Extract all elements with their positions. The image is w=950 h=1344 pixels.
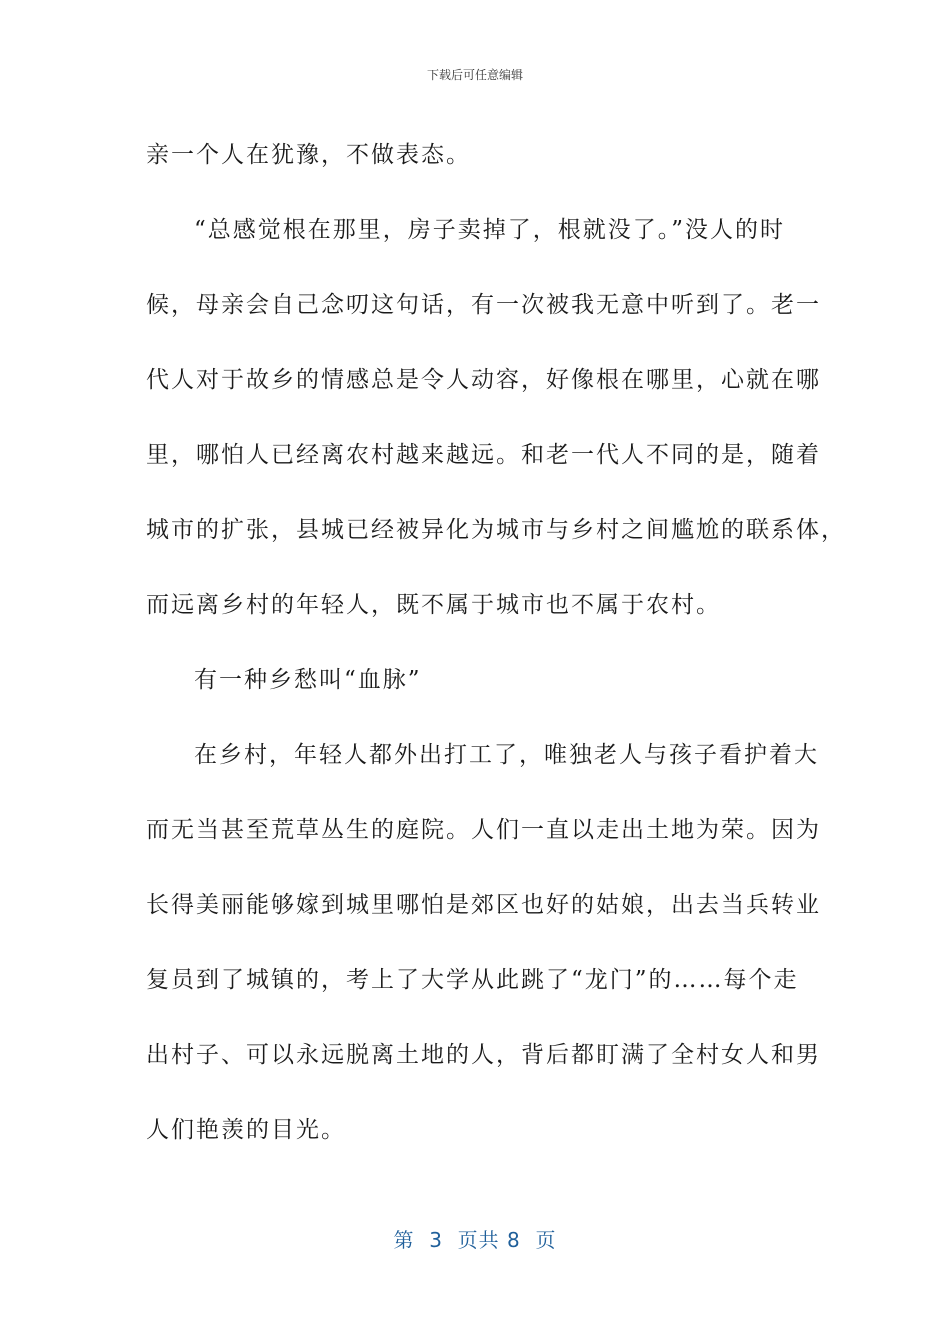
text-line: “总感觉根在那里，房子卖掉了，根就没了。”没人的时 <box>194 217 786 243</box>
section-heading: 有一种乡愁叫“血脉” <box>194 667 422 693</box>
text-line: 在乡村，年轻人都外出打工了，唯独老人与孩子看护着大 <box>194 742 819 768</box>
text-line: 亲一个人在犹豫，不做表态。 <box>146 142 471 168</box>
text-line: 而无当甚至荒草丛生的庭院。人们一直以走出土地为荣。因为 <box>146 817 821 843</box>
text-line: 城市的扩张，县城已经被异化为城市与乡村之间尴尬的联系体， <box>146 517 846 543</box>
text-line: 而远离乡村的年轻人，既不属于城市也不属于农村。 <box>146 592 721 618</box>
text-line: 代人对于故乡的情感总是令人动容，好像根在哪里，心就在哪 <box>146 367 821 393</box>
text-line: 出村子、可以永远脱离土地的人，背后都盯满了全村女人和男 <box>146 1042 821 1068</box>
text-line: 候，母亲会自己念叨这句话，有一次被我无意中听到了。老一 <box>146 292 821 318</box>
text-line: 长得美丽能够嫁到城里哪怕是郊区也好的姑娘，出去当兵转业 <box>146 892 821 918</box>
text-line: 复员到了城镇的，考上了大学从此跳了“龙门”的……每个走 <box>146 967 799 993</box>
page-number: 第 3 页共 8 页 <box>393 1228 557 1252</box>
text-line: 人们艳羡的目光。 <box>146 1117 346 1143</box>
header-note: 下载后可任意编辑 <box>426 68 523 82</box>
document-body <box>146 118 846 1168</box>
text-line: 里，哪怕人已经离农村越来越远。和老一代人不同的是，随着 <box>146 442 821 468</box>
